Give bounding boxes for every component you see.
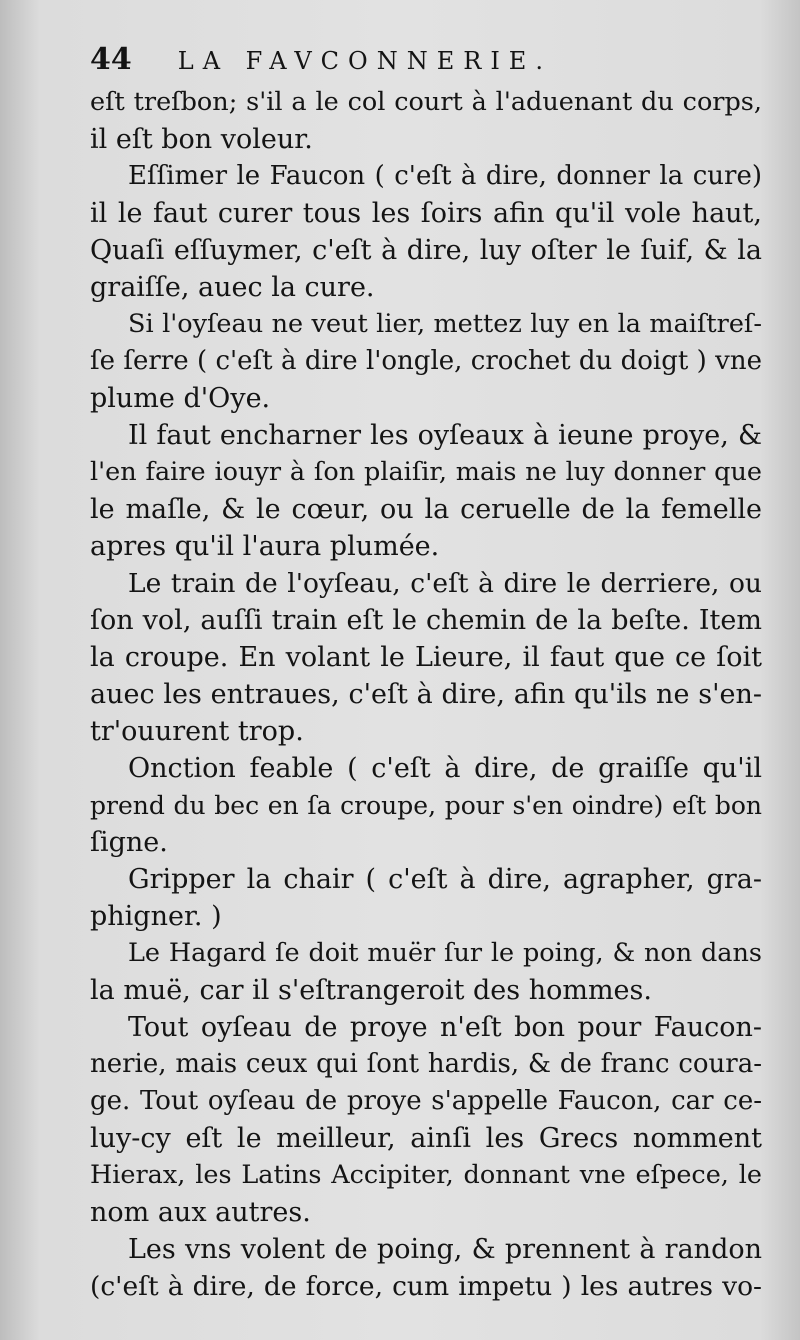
text-line: nerie, mais ceux qui ſont hardis, & de franc coura- — [90, 1049, 762, 1079]
text-line: ſon vol, auſſi train eſt le chemin de la beſte. Item — [90, 605, 762, 636]
text-line: il le faut curer tous les ſoirs afin qu'il vole haut, — [90, 198, 762, 229]
text-line: Quaſi eſſuymer, c'eſt à dire, luy oſter le ſuif, & la — [90, 235, 762, 266]
text-line: Si l'oyſeau ne veut lier, mettez luy en la maiſtreſ- — [128, 309, 762, 339]
body-text — [90, 84, 762, 1305]
text-line: prend du bec en ſa croupe, pour s'en oindre) eſt bon — [90, 791, 762, 820]
text-line: auec les entraues, c'eſt à dire, afin qu'ils ne s'en- — [90, 679, 762, 710]
text-line: phigner. ) — [90, 901, 222, 932]
text-line: Le Hagard ſe doit muër ſur le poing, & non dans — [128, 938, 762, 968]
running-head: LA FAVCONNERIE. — [177, 47, 552, 75]
text-line: l'en faire iouyr à ſon plaiſir, mais ne luy donner que — [90, 457, 762, 487]
text-line: ſigne. — [90, 827, 168, 858]
text-line: Il faut encharner les oyſeaux à ieune proye, & — [128, 420, 762, 451]
text-line: Onction feable ( c'eſt à dire, de graiſſe qu'il — [128, 753, 762, 784]
text-line: tr'ouurent trop. — [90, 716, 304, 747]
text-line: la croupe. En volant le Lieure, il faut que ce ſoit — [90, 642, 762, 673]
text-line: plume d'Oye. — [90, 383, 271, 414]
text-line: Tout oyſeau de proye n'eſt bon pour Faucon- — [128, 1012, 762, 1043]
text-line: Le train de l'oyſeau, c'eſt à dire le derriere, ou — [128, 568, 762, 599]
page-header — [90, 42, 740, 82]
text-line: ſe ſerre ( c'eſt à dire l'ongle, crochet du doigt ) vne — [90, 346, 762, 376]
text-line: Les vns volent de poing, & prennent à randon — [128, 1234, 762, 1265]
text-line: Gripper la chair ( c'eſt à dire, agrapher, gra- — [128, 864, 762, 895]
text-line: il eſt bon voleur. — [90, 124, 313, 155]
text-line: apres qu'il l'aura plumée. — [90, 531, 440, 562]
text-line: le maſle, & le cœur, ou la ceruelle de la femelle — [90, 494, 762, 525]
text-line: Eſſimer le Faucon ( c'eſt à dire, donner la cure) — [128, 161, 762, 191]
text-line: luy-cy eſt le meilleur, ainſi les Grecs nomment — [90, 1123, 762, 1154]
text-line: eſt treſbon; s'il a le col court à l'aduenant du corps, — [90, 87, 762, 117]
text-line: la muë, car il s'eſtrangeroit des hommes. — [90, 975, 652, 1006]
text-line: graiſſe, auec la cure. — [90, 272, 375, 303]
text-line: (c'eſt à dire, de force, cum impetu ) les autres vo- — [90, 1271, 762, 1302]
text-line: nom aux autres. — [90, 1197, 311, 1228]
page-number: 44 — [90, 42, 132, 77]
text-line: ge. Tout oyſeau de proye s'appelle Faucon, car ce- — [90, 1086, 762, 1116]
text-line: Hierax, les Latins Accipiter, donnant vne eſpece, le — [90, 1160, 762, 1190]
